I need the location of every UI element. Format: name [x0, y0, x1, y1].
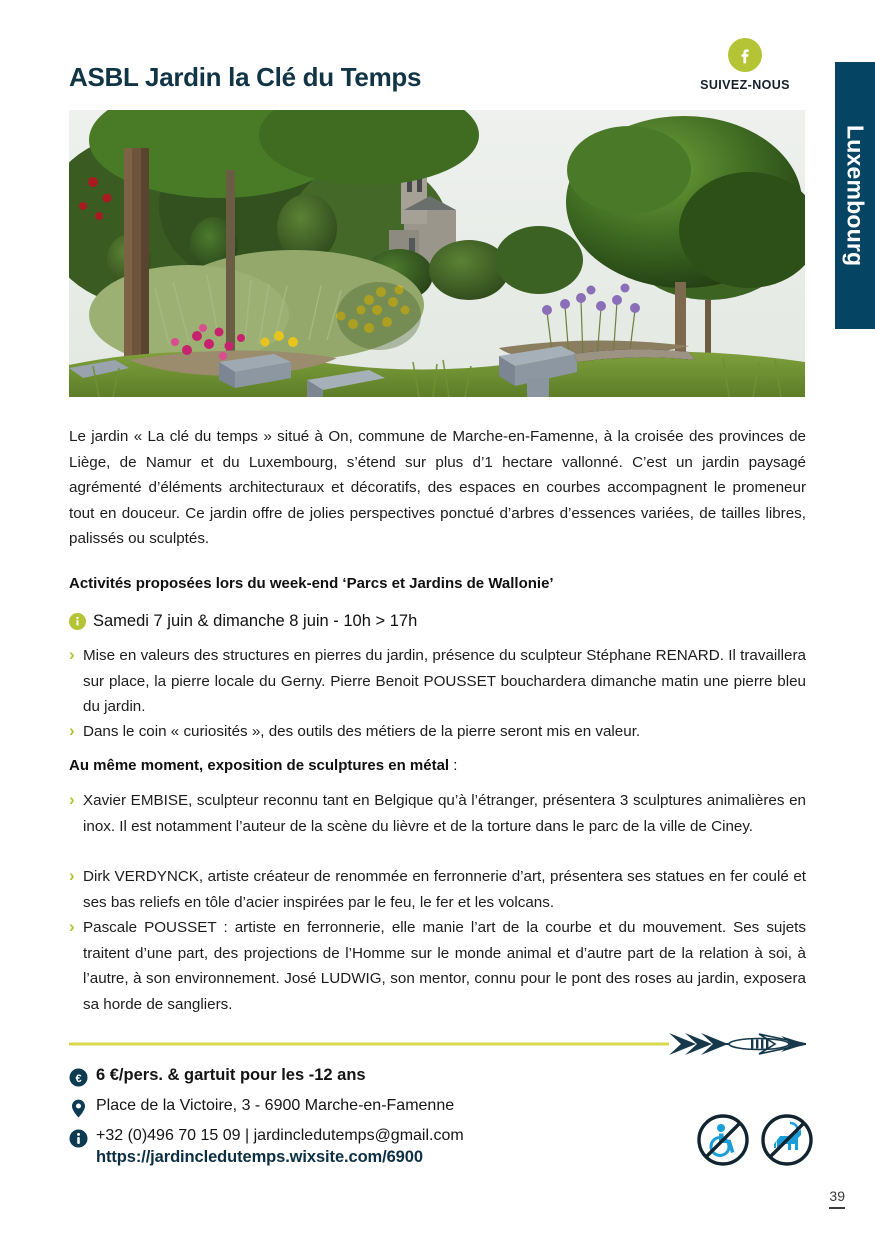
website-link[interactable]: https://jardincledutemps.wixsite.com/6900 [96, 1148, 423, 1166]
euro-icon [69, 1068, 88, 1087]
list-item: › Pascale POUSSET : artiste en ferronnerie, elle manie l’art de la courbe et du mouvement. Ses sujets traitent d’une part, des projections de l’Homme sur le monde animal et d’autre part de la relation à soi, à l’autre, à son environnement. José LUDWIG, son mentor, connu pour le pont des roses au jardin, exposera sa horde de sangliers. [69, 915, 806, 1017]
info-icon [69, 1129, 88, 1148]
location-pin-icon [69, 1099, 88, 1118]
price-text: 6 €/pers. & gartuit pour les -12 ans [96, 1066, 366, 1084]
activities-date-text: Samedi 7 juin & dimanche 8 juin - 10h > 17h [93, 612, 418, 630]
svg-text:€: € [75, 1072, 82, 1085]
no-dogs-icon [761, 1114, 813, 1166]
activities-date-line [69, 612, 806, 631]
access-icons-group [697, 1114, 813, 1166]
list-item: › Dans le coin « curiosités », des outils des métiers de la pierre seront mis en valeur. [69, 719, 806, 745]
metal-heading-tail: : [449, 757, 458, 774]
contact-row [69, 1127, 464, 1148]
page-title: ASBL Jardin la Clé du Temps [69, 62, 422, 92]
list-item: › Mise en valeurs des structures en pierres du jardin, présence du sculpteur Stéphane RENARD. Il travaillera sur place, la pierre locale du Gerny. Pierre Benoit POUSSET bouchardera dimanche matin une pierre bleu du jardin. [69, 643, 806, 720]
facebook-icon[interactable] [728, 38, 762, 72]
list-item: › Dirk VERDYNCK, artiste créateur de renommée en ferronnerie d’art, présentera ses statues en fer coulé et ses bas reliefs en tôle d’acier inspirées par le feu, le fer et les volcans. [69, 864, 806, 915]
arrow-divider [69, 1030, 806, 1060]
address-text: Place de la Victoire, 3 - 6900 Marche-en-Famenne [96, 1097, 455, 1114]
follow-us-label: SUIVEZ-NOUS [700, 78, 790, 92]
province-tab-luxembourg [835, 62, 875, 329]
info-icon [69, 613, 86, 630]
address-row [69, 1097, 454, 1118]
contact-text[interactable]: +32 (0)496 70 15 09 | jardincledutemps@gmail.com [96, 1127, 464, 1144]
contact-block [69, 1127, 464, 1167]
no-wheelchair-access-icon [697, 1114, 749, 1166]
metal-exposition-heading [69, 757, 806, 774]
intro-paragraph: Le jardin « La clé du temps » situé à On, commune de Marche-en-Famenne, à la croisée des provinces de Liège, de Namur et du Luxembourg, s’étend sur plus d’1 hectare vallonné. C’est un jardin paysagé agrémenté d’éléments architecturaux et décoratifs, des espaces en courbes accompagnent le promeneur tout en douceur. Ce jardin offre de jolies perspectives ponctué d’arbres d’essences variées, de tailles libres, palissés ou sculptés. [69, 428, 806, 547]
page-number: 39 [829, 1188, 845, 1209]
garden-photo [69, 110, 805, 397]
list-item: › Xavier EMBISE, sculpteur reconnu tant en Belgique qu’à l’étranger, présentera 3 sculptures animalières en inox. Il est notamment l’auteur de la scène du lièvre et de la torture dans le parc de la ville de Ciney. [69, 788, 806, 839]
metal-heading-bold: Au même moment, exposition de sculptures en métal [69, 757, 450, 774]
activities-heading: Activités proposées lors du week-end ‘Parcs et Jardins de Wallonie’ [69, 575, 554, 592]
province-tab-label: Luxembourg [842, 124, 869, 267]
follow-us-block [685, 38, 805, 92]
price-row [69, 1066, 366, 1087]
